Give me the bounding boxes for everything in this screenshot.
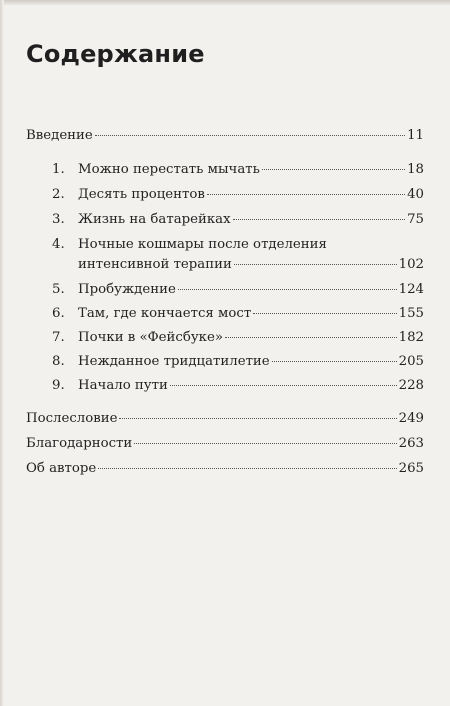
chapter-number: 9. [52,378,65,393]
toc-entry-label: Жизнь на батарейках [78,212,231,227]
chapter-number: 1. [52,162,65,177]
chapter-number: 7. [52,330,65,345]
chapter-number: 5. [52,282,65,297]
leader-dots [253,313,396,314]
toc-entry-afterword[interactable] [26,411,424,427]
toc-entry-label: Введение [26,128,93,143]
leader-dots [207,194,405,195]
toc-entry-page: 228 [398,378,424,393]
toc-entry-chapter-5[interactable] [52,282,424,298]
toc-entry-label: Пробуждение [78,282,176,297]
toc-entry-page: 102 [398,257,424,272]
leader-dots [233,219,405,220]
leader-dots [134,443,396,444]
chapter-number: 8. [52,354,65,369]
toc-entry-page: 75 [407,212,424,227]
toc-entry-chapter-3[interactable] [52,212,424,228]
toc-entry-chapter-6[interactable] [52,306,424,322]
toc-entry-label: Об авторе [26,461,97,476]
toc-entry-chapter-9[interactable] [52,378,424,394]
toc-entry-page: 182 [398,330,424,345]
toc-entry-label: Почки в «Фейсбуке» [78,330,223,345]
toc-entry-intro[interactable] [26,128,424,144]
toc-entry-label: Нежданное тридцатилетие [78,354,270,369]
chapter-number: 3. [52,212,65,227]
page-title: Содержание [26,40,205,68]
leader-dots [262,169,405,170]
leader-dots [272,361,397,362]
leader-dots [98,468,396,469]
toc-entry-chapter-1[interactable] [52,162,424,178]
chapter-number: 6. [52,306,65,321]
toc-entry-acknowledgments[interactable] [26,436,424,452]
toc-entry-page: 205 [398,354,424,369]
toc-entry-page: 249 [398,411,424,426]
toc-entry-chapter-2[interactable] [52,187,424,203]
toc-entry-chapter-7[interactable] [52,330,424,346]
leader-dots [225,337,397,338]
toc-entry-label: Благодарности [26,436,133,451]
leader-dots [95,135,405,136]
toc-entry-label: Можно перестать мычать [78,162,260,177]
toc-entry-label-continued: интенсивной терапии [78,257,232,272]
toc-entry-label: Ночные кошмары после отделения [78,237,327,252]
toc-entry-chapter-4[interactable] [52,237,424,253]
toc-entry-label: Десять процентов [78,187,205,202]
toc-entry-page: 124 [398,282,424,297]
toc-entry-page: 40 [407,187,424,202]
toc-entry-chapter-4-continued[interactable] [78,257,424,273]
leader-dots [170,385,397,386]
toc-entry-page: 11 [407,128,424,143]
toc-entry-label: Послесловие [26,411,118,426]
chapter-number: 2. [52,187,65,202]
toc-entry-label: Там, где кончается мост [78,306,252,321]
toc-entry-label: Начало пути [78,378,168,393]
toc-entry-page: 265 [398,461,424,476]
toc-entry-page: 18 [407,162,424,177]
leader-dots [234,264,397,265]
toc-entry-page: 263 [398,436,424,451]
toc-entry-page: 155 [398,306,424,321]
leader-dots [178,289,397,290]
toc-entry-about-author[interactable] [26,461,424,477]
toc-entry-chapter-8[interactable] [52,354,424,370]
leader-dots [119,418,396,419]
chapter-number: 4. [52,237,65,252]
